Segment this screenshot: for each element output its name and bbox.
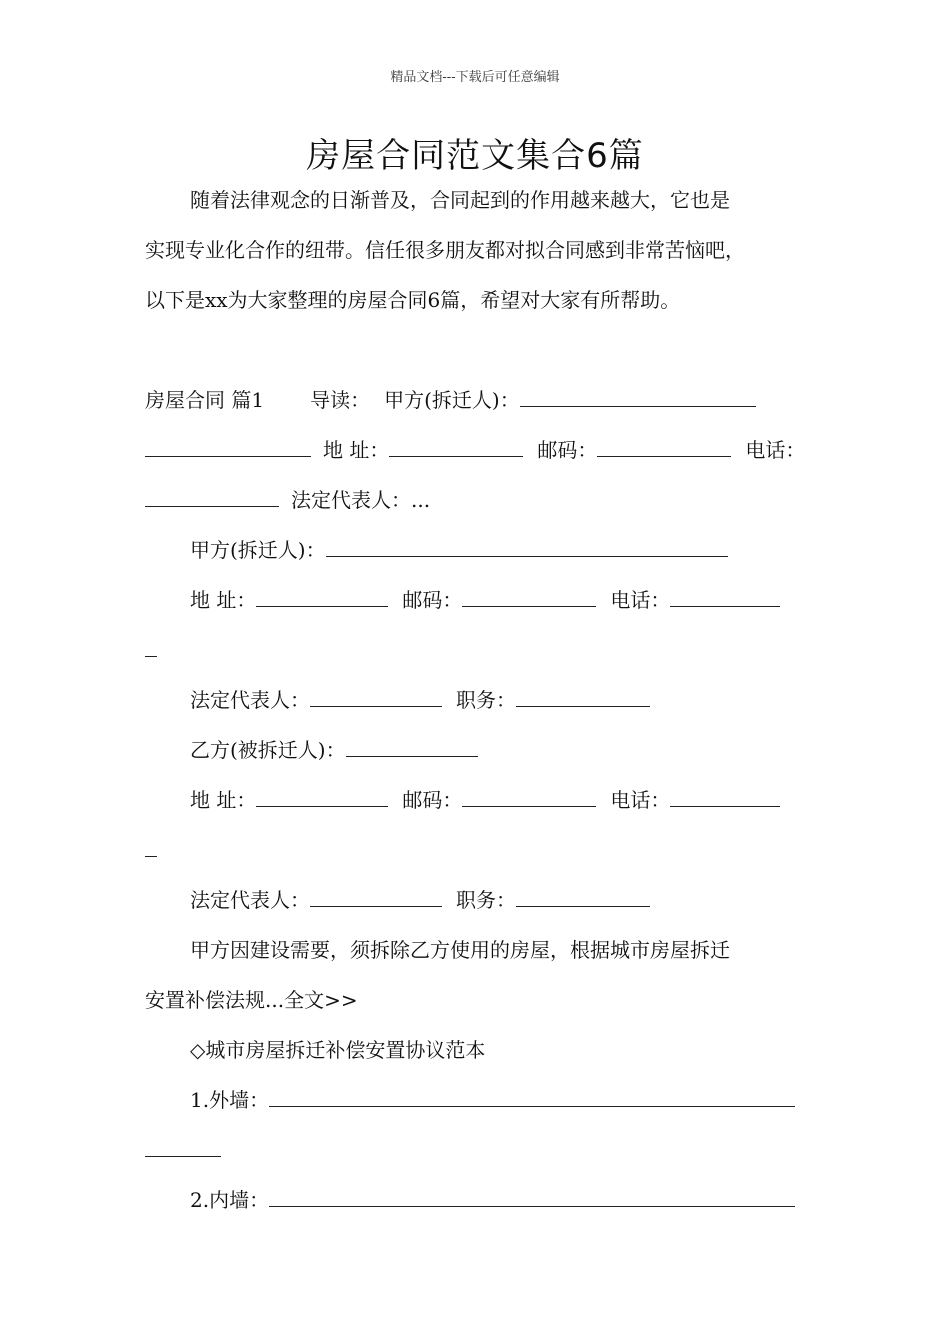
postcode-label: 邮码： <box>537 438 598 462</box>
party-b-label: 乙方(被拆迁人)： <box>190 738 346 762</box>
party-a-blank <box>520 386 756 407</box>
blank-field <box>145 836 157 857</box>
phone-blank-continuation <box>145 636 157 664</box>
legal-rep-line-1 <box>190 686 650 714</box>
section-heading: 房屋合同 篇1 <box>145 388 265 412</box>
address-label: 地 址： <box>323 438 390 462</box>
party-a-line <box>190 536 728 564</box>
item-interior-wall <box>190 1186 795 1214</box>
body-line-2-full-text-link[interactable]: 安置补偿法规...全文>> <box>145 988 358 1012</box>
item-2-label: 2.内墙： <box>190 1188 270 1212</box>
position-blank-2 <box>516 886 650 907</box>
address-blank <box>389 436 523 457</box>
position-blank <box>516 686 650 707</box>
phone-blank-3 <box>670 786 780 807</box>
legal-rep-label-2: 法定代表人： <box>190 888 310 912</box>
party-a-blank-2 <box>326 536 728 557</box>
document-title: 房屋合同范文集合6篇 <box>306 136 644 176</box>
legal-rep-blank-2 <box>310 886 442 907</box>
legal-rep-label: 法定代表人： <box>190 688 310 712</box>
legal-rep-ellipsis: 法定代表人：... <box>291 488 431 512</box>
contact-line-2 <box>145 486 430 514</box>
party-a-label-2: 甲方(拆迁人)： <box>190 538 326 562</box>
item-1-label: 1.外墙： <box>190 1088 270 1112</box>
page-header: 精品文档---下载后可任意编辑 <box>390 70 560 85</box>
postcode-label-3: 邮码： <box>402 788 463 812</box>
contact-line-3 <box>190 586 780 614</box>
item-2-blank <box>269 1186 795 1207</box>
postcode-blank <box>597 436 731 457</box>
phone-blank <box>145 486 279 507</box>
position-label: 职务： <box>456 688 516 712</box>
party-b-blank <box>346 736 478 757</box>
postcode-blank-2 <box>462 586 596 607</box>
address-label-2: 地 址： <box>190 588 257 612</box>
body-line-1: 甲方因建设需要，须拆除乙方使用的房屋，根据城市房屋拆迁 <box>190 938 730 962</box>
position-label-2: 职务： <box>456 888 516 912</box>
blank-field <box>145 436 311 457</box>
address-label-3: 地 址： <box>190 788 257 812</box>
phone-blank-2 <box>670 586 780 607</box>
section-heading-line <box>145 386 756 414</box>
blank-field <box>145 1136 221 1157</box>
party-b-line <box>190 736 478 764</box>
legal-rep-line-2 <box>190 886 650 914</box>
intro-line-1: 随着法律观念的日渐普及，合同起到的作用越来越大，它也是 <box>190 188 730 212</box>
phone-label: 电话： <box>745 438 806 462</box>
postcode-label-2: 邮码： <box>402 588 463 612</box>
intro-line-2: 实现专业化合作的纽带。信任很多朋友都对拟合同感到非常苦恼吧， <box>145 238 745 262</box>
item-1-blank-continuation <box>145 1136 221 1164</box>
blank-field <box>145 636 157 657</box>
intro-line-3: 以下是xx为大家整理的房屋合同6篇，希望对大家有所帮助。 <box>145 288 681 312</box>
address-blank-2 <box>256 586 388 607</box>
party-a-label: 甲方(拆迁人)： <box>384 388 520 412</box>
phone-label-3: 电话： <box>610 788 671 812</box>
legal-rep-blank <box>310 686 442 707</box>
contact-line-1 <box>145 436 805 464</box>
item-exterior-wall <box>190 1086 795 1114</box>
phone-label-2: 电话： <box>610 588 671 612</box>
sub-heading: ◇城市房屋拆迁补偿安置协议范本 <box>190 1038 486 1062</box>
postcode-blank-3 <box>462 786 596 807</box>
phone-blank-continuation-2 <box>145 836 157 864</box>
contact-line-4 <box>190 786 780 814</box>
item-1-blank <box>269 1086 795 1107</box>
guide-label: 导读： <box>310 388 371 412</box>
address-blank-3 <box>256 786 388 807</box>
